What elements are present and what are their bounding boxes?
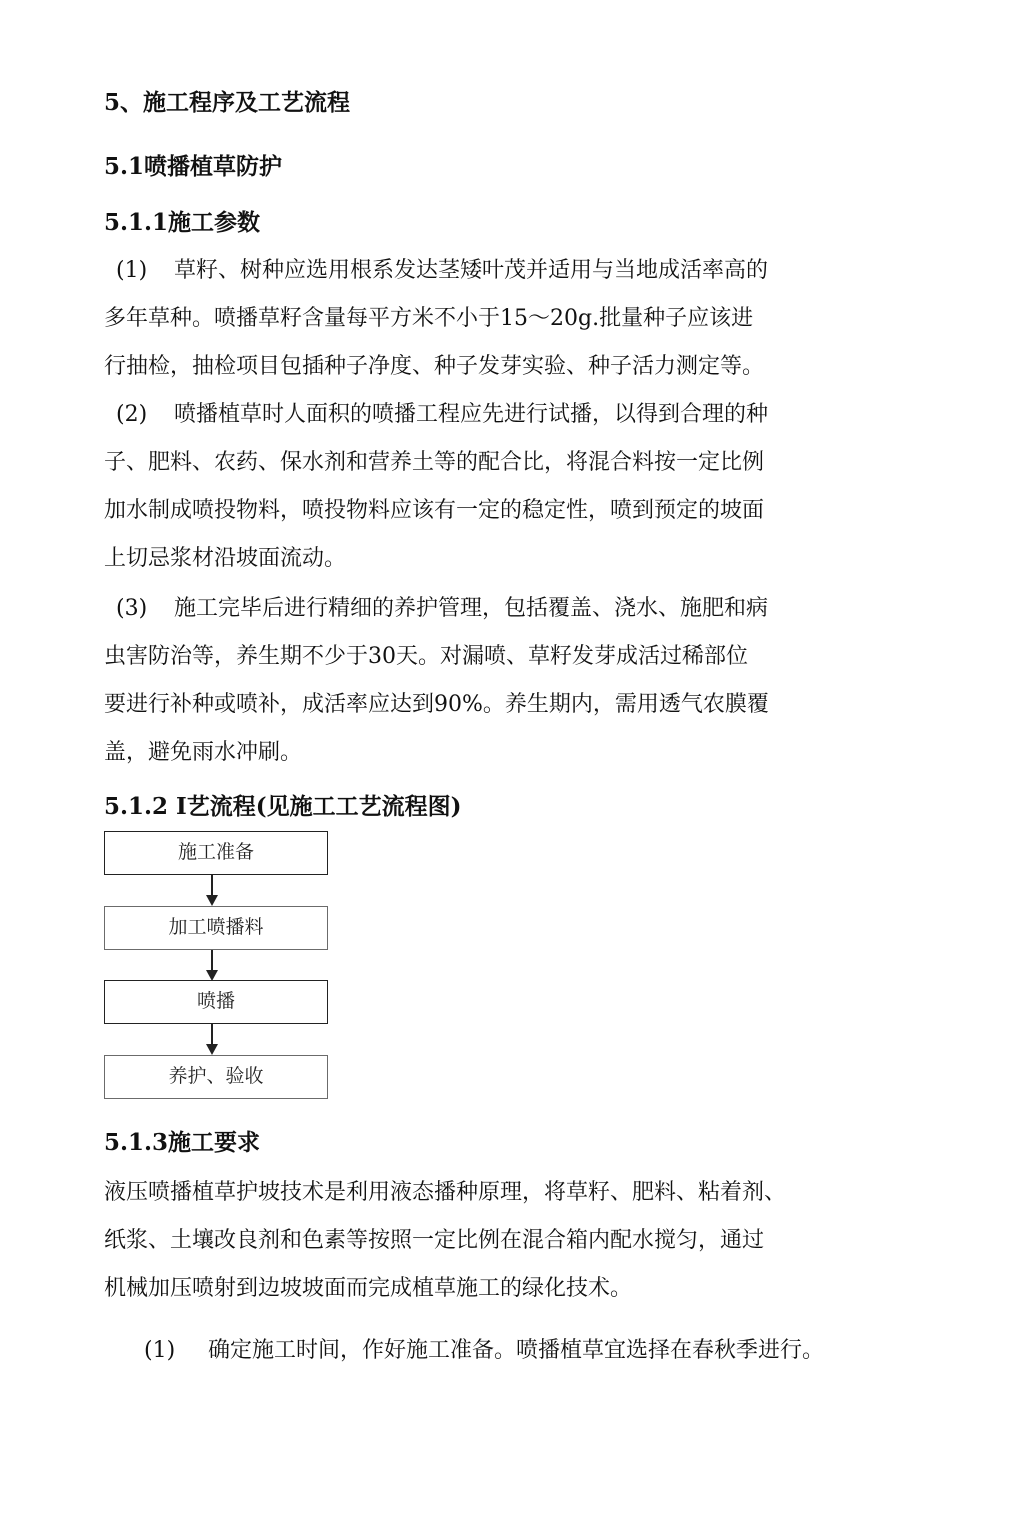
paragraph-line: 上切忌浆材沿坡面流动。 bbox=[104, 546, 347, 571]
paragraph-line: 要进行补种或喷补，成活率应达到90%。养生期内，需用透气农膜覆 bbox=[104, 692, 769, 717]
paragraph-line bbox=[104, 400, 768, 430]
paragraph-line: 虫害防治等，养生期不少于30天。对漏喷、草籽发芽成活过稀部位 bbox=[104, 644, 748, 669]
paragraph-line: 盖，避免雨水冲刷。 bbox=[104, 740, 303, 765]
flow-arrow-icon bbox=[204, 1024, 220, 1056]
paragraph-text: 确定施工时间，作好施工准备。喷播植草宜选择在春秋季进行。 bbox=[208, 1338, 825, 1363]
flow-arrow-icon bbox=[204, 875, 220, 907]
subsection-heading: 5.1喷播植草防护 bbox=[104, 153, 283, 180]
paragraph-line: 液压喷播植草护坡技术是利用液态播种原理，将草籽、肥料、粘着剂、 bbox=[104, 1180, 787, 1205]
flow-arrow-icon bbox=[204, 950, 220, 982]
paragraph-line: 子、肥料、农药、保水剂和营养土等的配合比，将混合料按一定比例 bbox=[104, 450, 765, 475]
paragraph-line bbox=[104, 594, 768, 624]
paragraph-line: 机械加压喷射到边坡坡面而完成植草施工的绿化技术。 bbox=[104, 1276, 633, 1301]
section-heading: 5、施工程序及工艺流程 bbox=[104, 89, 351, 116]
flow-step-prepare: 施工准备 bbox=[104, 831, 328, 875]
paragraph-line: 纸浆、土壤改良剂和色素等按照一定比例在混合箱内配水搅匀，通过 bbox=[104, 1228, 765, 1253]
item-number: (2) bbox=[116, 402, 148, 427]
item-number: (3) bbox=[116, 596, 148, 621]
flow-step-spray: 喷播 bbox=[104, 980, 328, 1024]
paragraph-line bbox=[104, 1336, 824, 1366]
subsubsection-heading: 5.1.3施工要求 bbox=[104, 1129, 261, 1156]
item-number: (1) bbox=[144, 1338, 176, 1363]
paragraph-text: 喷播植草时人面积的喷播工程应先进行试播，以得到合理的种 bbox=[174, 402, 769, 427]
paragraph-line: 行抽检，抽检项目包插种子净度、种子发芽实验、种子活力测定等。 bbox=[104, 354, 765, 379]
flow-step-process-material: 加工喷播料 bbox=[104, 906, 328, 950]
item-number: (1) bbox=[116, 258, 148, 283]
subsubsection-heading: 5.1.2 I艺流程(见施工工艺流程图) bbox=[104, 793, 462, 820]
paragraph-text: 施工完毕后进行精细的养护管理，包括覆盖、浇水、施肥和病 bbox=[174, 596, 769, 621]
paragraph-line: 多年草种。喷播草籽含量每平方米不小于15～20g.批量种子应该进 bbox=[104, 306, 754, 331]
paragraph-line: 加水制成喷投物料，喷投物料应该有一定的稳定性，喷到预定的坡面 bbox=[104, 498, 765, 523]
subsubsection-heading: 5.1.1施工参数 bbox=[104, 209, 261, 236]
flow-step-maintain-accept: 养护、验收 bbox=[104, 1055, 328, 1099]
paragraph-text: 草籽、树种应选用根系发达茎矮叶茂并适用与当地成活率高的 bbox=[174, 258, 769, 283]
paragraph-line bbox=[104, 256, 768, 286]
